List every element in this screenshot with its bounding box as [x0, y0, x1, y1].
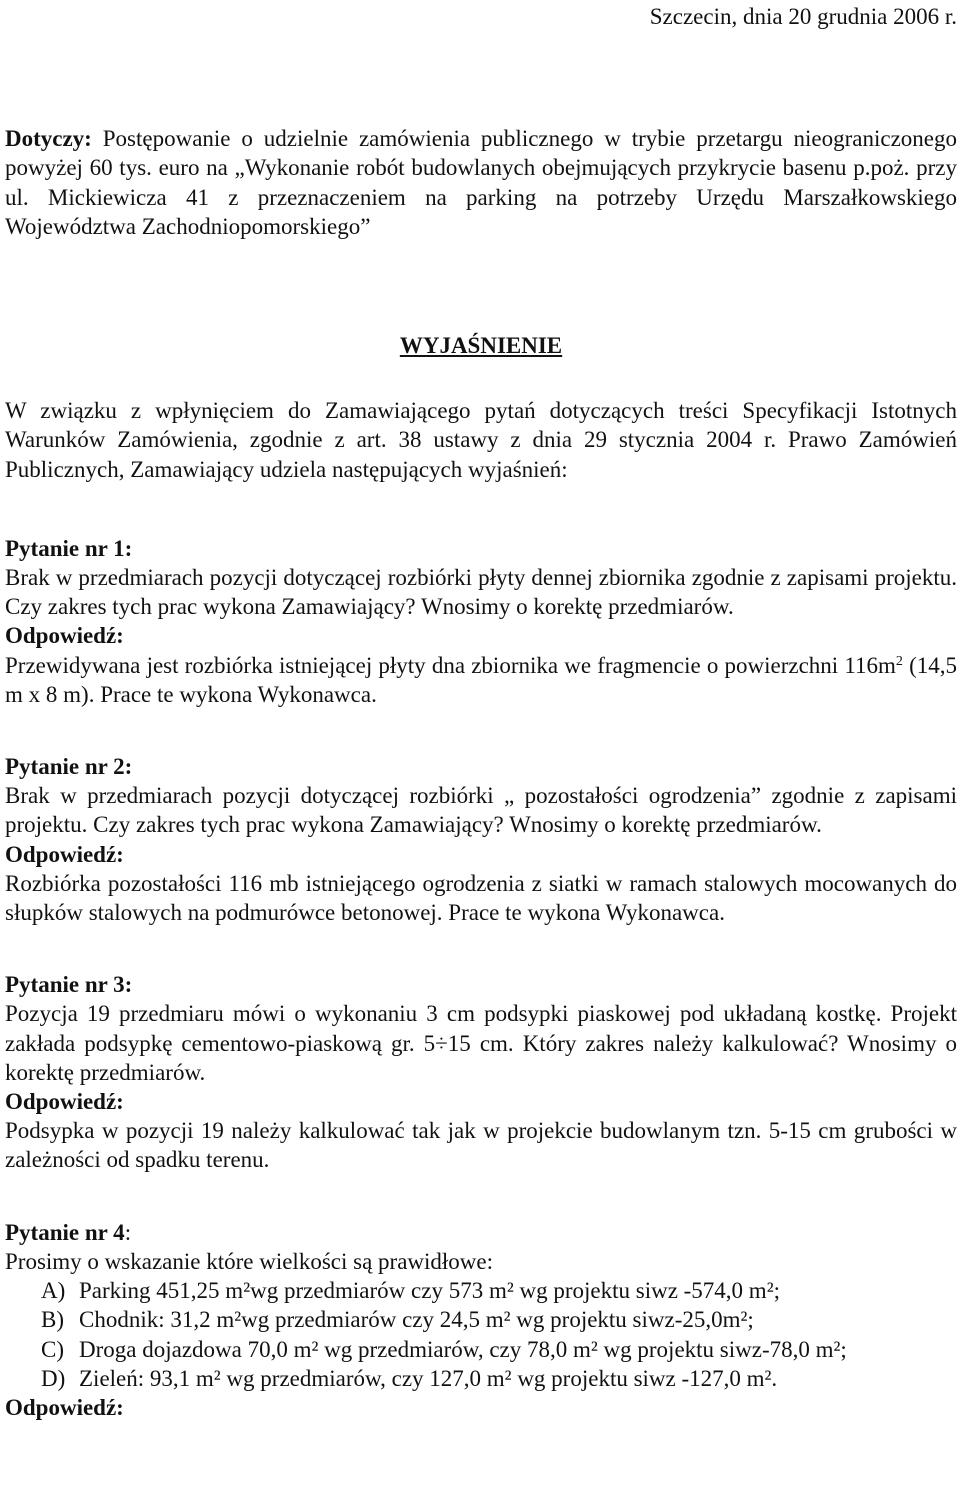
document-page — [5, 0, 957, 1422]
list-item — [41, 1364, 957, 1393]
option-text: Zieleń: 93,1 m² wg przedmiarów, czy 127,0 m² wg projektu siwz -127,0 m². — [79, 1365, 778, 1391]
answer-text-part: (14,5 m x 8 m). Prace te wykona Wykonawca. — [5, 652, 957, 707]
subject-text: Postępowanie o udzielnie zamówienia publicznego w trybie przetargu nieograniczonego powyżej 60 tys. euro na „Wykonanie robót budowlanych obejmujących przykrycie basenu p.poż. przy ul. Mickiewicza 41 z przeznaczeniem na parking na potrzeby Urzędu Marszałkowskiego Województwa Zachodniopomorskiego” — [5, 126, 958, 239]
question-label: Pytanie nr 1: — [5, 535, 133, 561]
question-text: Prosimy o wskazanie które wielkości są prawidłowe: — [5, 1248, 493, 1274]
option-letter: A) — [41, 1278, 66, 1304]
answer-label: Odpowiedź: — [5, 623, 124, 649]
list-item — [41, 1305, 957, 1334]
answer-text: Podsypka w pozycji 19 należy kalkulować tak jak w projekcie budowlanym tzn. 5-15 cm grubości w zależności od spadku terenu. — [5, 1118, 957, 1173]
options-list — [5, 1276, 957, 1393]
answer-label: Odpowiedź: — [5, 1394, 124, 1420]
question-block-3 — [5, 970, 957, 1174]
intro-paragraph: W związku z wpłynięciem do Zamawiającego pytań dotyczących treści Specyfikacji Istotnych Warunków Zamówienia, zgodnie z art. 38 ustawy z dnia 29 stycznia 2004 r. Prawo Zamówień Publicznych, Zamawiający udziela następujących wyjaśnień: — [5, 398, 957, 482]
subject-paragraph — [5, 124, 957, 241]
answer-text: Rozbiórka pozostałości 116 mb istniejącego ogrodzenia z siatki w ramach stalowych mocowanych do słupków stalowych na podmurówce betonowej. Prace te wykona Wykonawca. — [5, 870, 957, 926]
list-item — [41, 1335, 957, 1364]
question-block-2 — [5, 752, 957, 927]
question-text: Pozycja 19 przedmiaru mówi o wykonaniu 3 cm podsypki piaskowej pod układaną kostkę. Projekt zakłada podsypkę cementowo-piaskową gr. 5÷15 cm. Który zakres należy kalkulować? Wnosimy o korektę przedmiarów. — [5, 1001, 957, 1085]
option-text: Droga dojazdowa 70,0 m² wg przedmiarów, czy 78,0 m² wg projektu siwz-78,0 m²; — [79, 1336, 847, 1362]
answer-text — [5, 651, 957, 709]
question-label-text: Pytanie nr 4 — [5, 1219, 125, 1245]
answer-label: Odpowiedź: — [5, 1089, 124, 1115]
question-text: Brak w przedmiarach pozycji dotyczącej rozbiórki „ pozostałości ogrodzenia” zgodnie z zapisami projektu. Czy zakres tych prac wykona Zamawiający? Wnosimy o korektę przedmiarów. — [5, 783, 957, 838]
list-item — [41, 1276, 957, 1305]
question-label — [5, 1218, 957, 1247]
option-letter: B) — [41, 1307, 64, 1333]
question-text: Brak w przedmiarach pozycji dotyczącej rozbiórki płyty dennej zbiornika zgodnie z zapisami projektu. Czy zakres tych prac wykona Zamawiający? Wnosimy o korektę przedmiarów. — [5, 565, 957, 620]
question-label-colon: : — [124, 1219, 132, 1245]
option-text: Chodnik: 31,2 m²wg przedmiarów czy 24,5 m² wg projektu siwz-25,0m²; — [79, 1307, 754, 1333]
document-title: WYJAŚNIENIE — [399, 333, 563, 359]
option-letter: C) — [41, 1336, 64, 1362]
question-block-4 — [5, 1218, 957, 1422]
date-line: Szczecin, dnia 20 grudnia 2006 r. — [649, 4, 957, 29]
superscript: 2 — [895, 653, 903, 669]
question-block-1 — [5, 534, 957, 709]
answer-label: Odpowiedź: — [5, 841, 124, 867]
option-text: Parking 451,25 m²wg przedmiarów czy 573 m² wg projektu siwz -574,0 m²; — [79, 1278, 780, 1304]
question-label: Pytanie nr 2: — [5, 754, 133, 780]
option-letter: D) — [41, 1365, 66, 1391]
question-label: Pytanie nr 3: — [5, 972, 133, 998]
subject-label: Dotyczy: — [5, 126, 92, 152]
answer-text-part: Przewidywana jest rozbiórka istniejącej płyty dna zbiornika we fragmencie o powierzchni 116m — [5, 652, 896, 678]
